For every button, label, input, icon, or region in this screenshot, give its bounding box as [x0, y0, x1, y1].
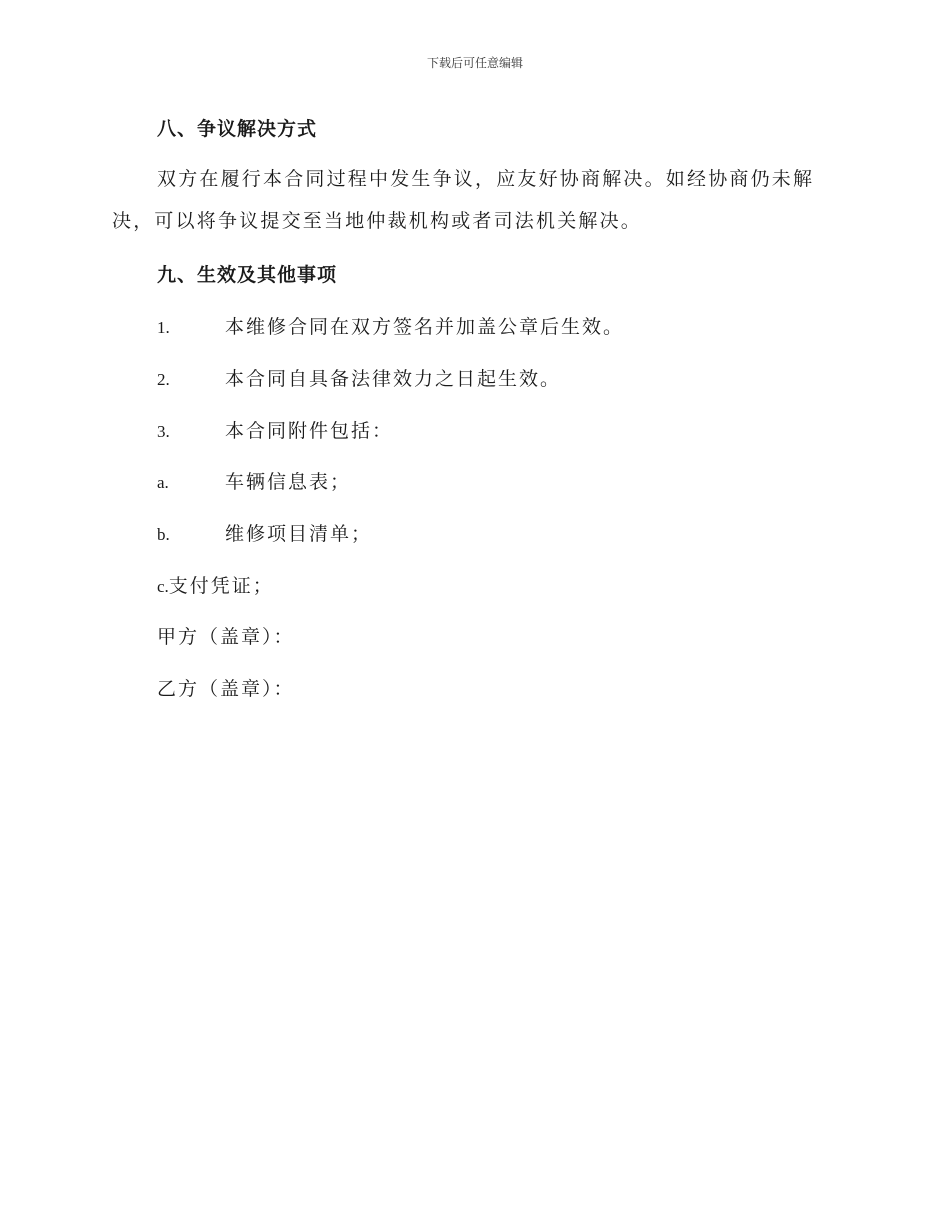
- list-text: 支付凭证；: [168, 575, 274, 597]
- list-item-3: [157, 416, 393, 443]
- party-b-signature: 乙方（盖章）：: [157, 678, 295, 700]
- section-8-heading: 八、争议解决方式: [157, 118, 318, 140]
- party-a-signature: 甲方（盖章）：: [157, 626, 295, 648]
- list-item-b: [157, 519, 372, 546]
- list-item-a: [157, 467, 351, 494]
- section-8-paragraph: 双方在履行本合同过程中发生争议，应友好协商解决。如经协商仍未解决，可以将争议提交至当地仲裁机构或者司法机关解决。: [112, 168, 815, 232]
- list-item-2: [157, 364, 561, 391]
- list-marker: 3.: [157, 422, 170, 441]
- list-item-c: [157, 571, 274, 598]
- list-marker-inline: c.: [157, 577, 169, 596]
- list-marker: 1.: [157, 318, 170, 337]
- section-9-heading: 九、生效及其他事项: [157, 264, 338, 286]
- list-text: 车辆信息表；: [225, 471, 352, 493]
- list-text: 本合同附件包括：: [225, 420, 394, 442]
- list-marker: b.: [157, 525, 170, 544]
- list-item-1: [157, 312, 624, 339]
- list-text: 本合同自具备法律效力之日起生效。: [225, 368, 562, 390]
- list-marker: a.: [157, 473, 169, 492]
- list-text: 维修项目清单；: [225, 523, 373, 545]
- list-text: 本维修合同在双方签名并加盖公章后生效。: [225, 316, 625, 338]
- list-marker: 2.: [157, 370, 170, 389]
- header-note: 下载后可任意编辑: [426, 56, 523, 70]
